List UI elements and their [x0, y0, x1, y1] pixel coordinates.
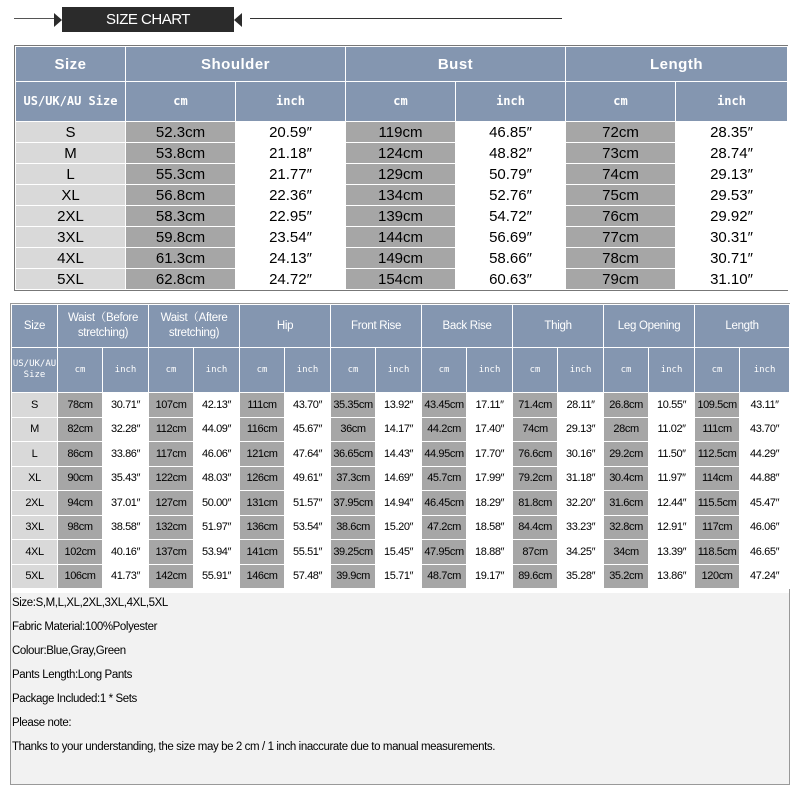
- measurement-cell: 49.61″: [285, 466, 331, 491]
- measurement-cell: 106cm: [58, 564, 103, 589]
- measurement-cell: 56.8cm: [126, 185, 236, 206]
- measurement-cell: 44.88″: [740, 466, 790, 491]
- size-cell: XL: [16, 185, 126, 206]
- measurement-cell: 32.20″: [558, 491, 604, 516]
- measurement-cell: 14.94″: [376, 491, 422, 516]
- measurement-cell: 18.58″: [467, 515, 513, 540]
- measurement-cell: 58.66″: [456, 248, 566, 269]
- measurement-cell: 38.58″: [103, 515, 149, 540]
- unit-label: inch: [194, 348, 240, 393]
- measurement-cell: 19.17″: [467, 564, 513, 589]
- header-wedge-left: [54, 13, 62, 27]
- table-row: [16, 185, 788, 206]
- unit-label: cm: [422, 348, 467, 393]
- note-please-note: Please note:: [12, 717, 72, 729]
- measurement-cell: 29.92″: [676, 206, 788, 227]
- measurement-cell: 35.35cm: [331, 393, 376, 418]
- measurement-cell: 39.9cm: [331, 564, 376, 589]
- measurement-cell: 74cm: [566, 164, 676, 185]
- measurement-cell: 46.06″: [740, 515, 790, 540]
- measurement-cell: 121cm: [240, 442, 285, 467]
- unit-label: inch: [103, 348, 149, 393]
- measurement-cell: 114cm: [695, 466, 740, 491]
- pants-size-table: [11, 304, 790, 589]
- measurement-cell: 11.02″: [649, 417, 695, 442]
- measurement-cell: 17.40″: [467, 417, 513, 442]
- header-hip: Hip: [240, 305, 331, 348]
- measurement-cell: 37.01″: [103, 491, 149, 516]
- measurement-cell: 28.11″: [558, 393, 604, 418]
- note-thanks: Thanks to your understanding, the size may be 2 cm / 1 inch inaccurate due to manual measurements.: [12, 741, 496, 753]
- measurement-cell: 30.71″: [103, 393, 149, 418]
- measurement-cell: 124cm: [346, 143, 456, 164]
- measurement-cell: 90cm: [58, 466, 103, 491]
- measurement-cell: 20.59″: [236, 122, 346, 143]
- measurement-cell: 44.2cm: [422, 417, 467, 442]
- measurement-cell: 42.13″: [194, 393, 240, 418]
- measurement-cell: 36.65cm: [331, 442, 376, 467]
- measurement-cell: 76.6cm: [513, 442, 558, 467]
- unit-label: inch: [676, 82, 788, 122]
- measurement-cell: 59.8cm: [126, 227, 236, 248]
- measurement-cell: 107cm: [149, 393, 194, 418]
- note-package: Package Included:1 * Sets: [12, 693, 137, 705]
- note-colour: Colour:Blue,Gray,Green: [12, 645, 126, 657]
- measurement-cell: 47.2cm: [422, 515, 467, 540]
- measurement-cell: 12.91″: [649, 515, 695, 540]
- table-row: [12, 540, 790, 565]
- measurement-cell: 56.69″: [456, 227, 566, 248]
- measurement-cell: 35.2cm: [604, 564, 649, 589]
- size-region-label: US/UK/AU Size: [12, 348, 58, 393]
- table-row: [16, 248, 788, 269]
- measurement-cell: 38.6cm: [331, 515, 376, 540]
- measurement-cell: 154cm: [346, 269, 456, 290]
- measurement-cell: 43.11″: [740, 393, 790, 418]
- size-region-label: US/UK/AU Size: [16, 82, 126, 122]
- header-shoulder: Shoulder: [126, 47, 346, 82]
- measurement-cell: 98cm: [58, 515, 103, 540]
- unit-label: cm: [604, 348, 649, 393]
- measurement-cell: 45.47″: [740, 491, 790, 516]
- measurement-cell: 11.50″: [649, 442, 695, 467]
- measurement-cell: 94cm: [58, 491, 103, 516]
- measurement-cell: 139cm: [346, 206, 456, 227]
- measurement-cell: 28.74″: [676, 143, 788, 164]
- measurement-cell: 47.24″: [740, 564, 790, 589]
- measurement-cell: 29.53″: [676, 185, 788, 206]
- measurement-cell: 45.7cm: [422, 466, 467, 491]
- unit-label: inch: [467, 348, 513, 393]
- measurement-cell: 46.85″: [456, 122, 566, 143]
- size-cell: XL: [12, 466, 58, 491]
- measurement-cell: 31.18″: [558, 466, 604, 491]
- measurement-cell: 15.71″: [376, 564, 422, 589]
- measurement-cell: 29.13″: [676, 164, 788, 185]
- measurement-cell: 134cm: [346, 185, 456, 206]
- measurement-cell: 136cm: [240, 515, 285, 540]
- measurement-cell: 10.55″: [649, 393, 695, 418]
- measurement-cell: 37.95cm: [331, 491, 376, 516]
- measurement-cell: 24.72″: [236, 269, 346, 290]
- unit-label: inch: [649, 348, 695, 393]
- measurement-cell: 144cm: [346, 227, 456, 248]
- size-cell: 5XL: [16, 269, 126, 290]
- measurement-cell: 33.23″: [558, 515, 604, 540]
- header-size: Size: [16, 47, 126, 82]
- table-row: [16, 206, 788, 227]
- measurement-cell: 21.18″: [236, 143, 346, 164]
- measurement-cell: 117cm: [149, 442, 194, 467]
- measurement-cell: 13.39″: [649, 540, 695, 565]
- measurement-cell: 102cm: [58, 540, 103, 565]
- measurement-cell: 111cm: [695, 417, 740, 442]
- table-row: [16, 122, 788, 143]
- size-cell: 5XL: [12, 564, 58, 589]
- measurement-cell: 79cm: [566, 269, 676, 290]
- table-row: [12, 466, 790, 491]
- measurement-cell: 32.8cm: [604, 515, 649, 540]
- size-chart-title: SIZE CHART: [62, 7, 234, 32]
- measurement-cell: 13.86″: [649, 564, 695, 589]
- measurement-cell: 29.2cm: [604, 442, 649, 467]
- measurement-cell: 33.86″: [103, 442, 149, 467]
- measurement-cell: 75cm: [566, 185, 676, 206]
- measurement-cell: 29.13″: [558, 417, 604, 442]
- size-cell: M: [16, 143, 126, 164]
- header-waist-after: Waist（Aftere stretching): [149, 305, 240, 348]
- header-line-right: [250, 18, 562, 19]
- header-wedge-right: [234, 13, 242, 27]
- unit-label: cm: [331, 348, 376, 393]
- measurement-cell: 52.3cm: [126, 122, 236, 143]
- top-size-table: [15, 46, 788, 290]
- unit-label: inch: [236, 82, 346, 122]
- header-leg-opening: Leg Opening: [604, 305, 695, 348]
- header-waist-before: Waist（Before stretching): [58, 305, 149, 348]
- note-pants-length: Pants Length:Long Pants: [12, 669, 132, 681]
- unit-label: cm: [240, 348, 285, 393]
- measurement-cell: 22.95″: [236, 206, 346, 227]
- measurement-cell: 30.4cm: [604, 466, 649, 491]
- measurement-cell: 15.45″: [376, 540, 422, 565]
- measurement-cell: 79.2cm: [513, 466, 558, 491]
- measurement-cell: 62.8cm: [126, 269, 236, 290]
- measurement-cell: 89.6cm: [513, 564, 558, 589]
- measurement-cell: 46.45cm: [422, 491, 467, 516]
- measurement-cell: 112.5cm: [695, 442, 740, 467]
- measurement-cell: 55.3cm: [126, 164, 236, 185]
- measurement-cell: 127cm: [149, 491, 194, 516]
- measurement-cell: 52.76″: [456, 185, 566, 206]
- measurement-cell: 54.72″: [456, 206, 566, 227]
- unit-label: cm: [126, 82, 236, 122]
- unit-label: cm: [566, 82, 676, 122]
- measurement-cell: 60.63″: [456, 269, 566, 290]
- measurement-cell: 73cm: [566, 143, 676, 164]
- measurement-cell: 31.6cm: [604, 491, 649, 516]
- measurement-cell: 131cm: [240, 491, 285, 516]
- unit-label: cm: [58, 348, 103, 393]
- header-back-rise: Back Rise: [422, 305, 513, 348]
- measurement-cell: 119cm: [346, 122, 456, 143]
- measurement-cell: 30.71″: [676, 248, 788, 269]
- measurement-cell: 57.48″: [285, 564, 331, 589]
- size-cell: S: [12, 393, 58, 418]
- header-size: Size: [12, 305, 58, 348]
- measurement-cell: 26.8cm: [604, 393, 649, 418]
- measurement-cell: 13.92″: [376, 393, 422, 418]
- measurement-cell: 71.4cm: [513, 393, 558, 418]
- unit-label: inch: [285, 348, 331, 393]
- size-cell: L: [16, 164, 126, 185]
- measurement-cell: 77cm: [566, 227, 676, 248]
- measurement-cell: 11.97″: [649, 466, 695, 491]
- unit-label: cm: [695, 348, 740, 393]
- measurement-cell: 111cm: [240, 393, 285, 418]
- table-row: [16, 143, 788, 164]
- measurement-cell: 122cm: [149, 466, 194, 491]
- measurement-cell: 86cm: [58, 442, 103, 467]
- measurement-cell: 15.20″: [376, 515, 422, 540]
- table-row: [12, 564, 790, 589]
- measurement-cell: 149cm: [346, 248, 456, 269]
- measurement-cell: 43.45cm: [422, 393, 467, 418]
- measurement-cell: 137cm: [149, 540, 194, 565]
- measurement-cell: 51.57″: [285, 491, 331, 516]
- table-row: [16, 269, 788, 290]
- size-cell: L: [12, 442, 58, 467]
- measurement-cell: 31.10″: [676, 269, 788, 290]
- measurement-cell: 28.35″: [676, 122, 788, 143]
- measurement-cell: 47.64″: [285, 442, 331, 467]
- measurement-cell: 35.28″: [558, 564, 604, 589]
- measurement-cell: 55.51″: [285, 540, 331, 565]
- measurement-cell: 141cm: [240, 540, 285, 565]
- measurement-cell: 23.54″: [236, 227, 346, 248]
- table-row: [12, 442, 790, 467]
- measurement-cell: 82cm: [58, 417, 103, 442]
- measurement-cell: 72cm: [566, 122, 676, 143]
- measurement-cell: 14.69″: [376, 466, 422, 491]
- measurement-cell: 17.99″: [467, 466, 513, 491]
- measurement-cell: 53.8cm: [126, 143, 236, 164]
- measurement-cell: 74cm: [513, 417, 558, 442]
- measurement-cell: 30.31″: [676, 227, 788, 248]
- measurement-cell: 53.54″: [285, 515, 331, 540]
- measurement-cell: 112cm: [149, 417, 194, 442]
- table-row: [12, 491, 790, 516]
- header-front-rise: Front Rise: [331, 305, 422, 348]
- measurement-cell: 50.79″: [456, 164, 566, 185]
- header-thigh: Thigh: [513, 305, 604, 348]
- measurement-cell: 118.5cm: [695, 540, 740, 565]
- table-row: [12, 417, 790, 442]
- measurement-cell: 18.29″: [467, 491, 513, 516]
- measurement-cell: 34cm: [604, 540, 649, 565]
- unit-label: inch: [558, 348, 604, 393]
- measurement-cell: 41.73″: [103, 564, 149, 589]
- measurement-cell: 14.43″: [376, 442, 422, 467]
- table-row: [16, 164, 788, 185]
- measurement-cell: 34.25″: [558, 540, 604, 565]
- unit-label: cm: [346, 82, 456, 122]
- measurement-cell: 132cm: [149, 515, 194, 540]
- measurement-cell: 55.91″: [194, 564, 240, 589]
- unit-label: inch: [456, 82, 566, 122]
- measurement-cell: 24.13″: [236, 248, 346, 269]
- unit-label: inch: [740, 348, 790, 393]
- measurement-cell: 14.17″: [376, 417, 422, 442]
- unit-label: inch: [376, 348, 422, 393]
- measurement-cell: 78cm: [58, 393, 103, 418]
- measurement-cell: 116cm: [240, 417, 285, 442]
- measurement-cell: 81.8cm: [513, 491, 558, 516]
- size-cell: 3XL: [12, 515, 58, 540]
- measurement-cell: 76cm: [566, 206, 676, 227]
- table-row: [12, 515, 790, 540]
- measurement-cell: 84.4cm: [513, 515, 558, 540]
- measurement-cell: 45.67″: [285, 417, 331, 442]
- size-cell: 4XL: [12, 540, 58, 565]
- measurement-cell: 78cm: [566, 248, 676, 269]
- measurement-cell: 109.5cm: [695, 393, 740, 418]
- measurement-cell: 22.36″: [236, 185, 346, 206]
- measurement-cell: 17.70″: [467, 442, 513, 467]
- measurement-cell: 48.03″: [194, 466, 240, 491]
- measurement-cell: 44.95cm: [422, 442, 467, 467]
- measurement-cell: 40.16″: [103, 540, 149, 565]
- header-bust: Bust: [346, 47, 566, 82]
- measurement-cell: 87cm: [513, 540, 558, 565]
- size-cell: M: [12, 417, 58, 442]
- measurement-cell: 44.29″: [740, 442, 790, 467]
- size-cell: 2XL: [12, 491, 58, 516]
- measurement-cell: 44.09″: [194, 417, 240, 442]
- measurement-cell: 61.3cm: [126, 248, 236, 269]
- measurement-cell: 46.65″: [740, 540, 790, 565]
- measurement-cell: 142cm: [149, 564, 194, 589]
- measurement-cell: 43.70″: [285, 393, 331, 418]
- measurement-cell: 53.94″: [194, 540, 240, 565]
- measurement-cell: 35.43″: [103, 466, 149, 491]
- measurement-cell: 32.28″: [103, 417, 149, 442]
- measurement-cell: 48.82″: [456, 143, 566, 164]
- size-cell: 2XL: [16, 206, 126, 227]
- measurement-cell: 115.5cm: [695, 491, 740, 516]
- measurement-cell: 50.00″: [194, 491, 240, 516]
- note-fabric: Fabric Material:100%Polyester: [12, 621, 157, 633]
- product-notes: [11, 593, 789, 784]
- header-line-left: [14, 18, 54, 19]
- header-length: Length: [695, 305, 790, 348]
- note-size: Size:S,M,L,XL,2XL,3XL,4XL,5XL: [12, 597, 168, 609]
- table-row: [16, 227, 788, 248]
- measurement-cell: 58.3cm: [126, 206, 236, 227]
- measurement-cell: 30.16″: [558, 442, 604, 467]
- measurement-cell: 129cm: [346, 164, 456, 185]
- measurement-cell: 117cm: [695, 515, 740, 540]
- measurement-cell: 43.70″: [740, 417, 790, 442]
- measurement-cell: 37.3cm: [331, 466, 376, 491]
- size-cell: S: [16, 122, 126, 143]
- measurement-cell: 17.11″: [467, 393, 513, 418]
- header-length: Length: [566, 47, 788, 82]
- table-row: [12, 393, 790, 418]
- unit-label: cm: [513, 348, 558, 393]
- measurement-cell: 126cm: [240, 466, 285, 491]
- measurement-cell: 48.7cm: [422, 564, 467, 589]
- unit-label: cm: [149, 348, 194, 393]
- measurement-cell: 12.44″: [649, 491, 695, 516]
- measurement-cell: 120cm: [695, 564, 740, 589]
- measurement-cell: 46.06″: [194, 442, 240, 467]
- measurement-cell: 18.88″: [467, 540, 513, 565]
- measurement-cell: 146cm: [240, 564, 285, 589]
- measurement-cell: 47.95cm: [422, 540, 467, 565]
- measurement-cell: 36cm: [331, 417, 376, 442]
- measurement-cell: 51.97″: [194, 515, 240, 540]
- measurement-cell: 39.25cm: [331, 540, 376, 565]
- measurement-cell: 21.77″: [236, 164, 346, 185]
- measurement-cell: 28cm: [604, 417, 649, 442]
- size-cell: 3XL: [16, 227, 126, 248]
- size-cell: 4XL: [16, 248, 126, 269]
